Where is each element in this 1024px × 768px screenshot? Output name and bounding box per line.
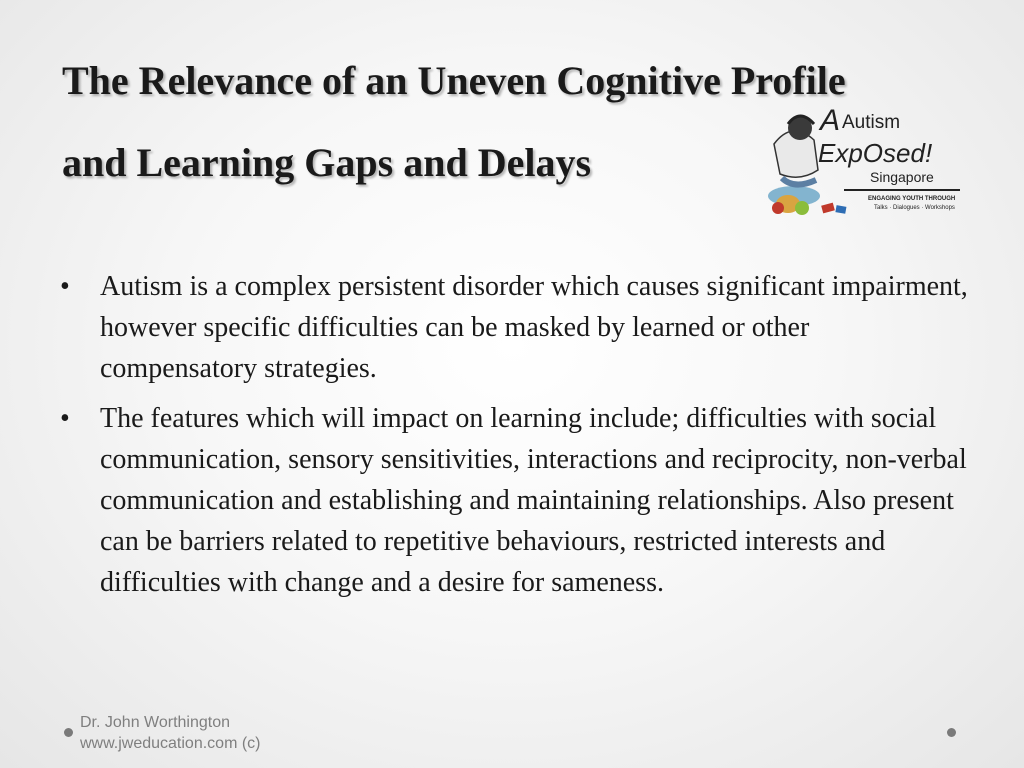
footer-author: Dr. John Worthington: [80, 714, 231, 731]
footer-site: www.jweducation.com (c): [80, 735, 261, 752]
svg-text:A: A: [820, 104, 841, 137]
slide-title-line-1: The Relevance of an Uneven Cognitive Profile: [62, 58, 846, 103]
logo-line-1: Autism: [842, 112, 901, 133]
bullet-list: [60, 266, 970, 612]
footer-right-dot-icon: [947, 728, 956, 737]
bullet-item-2: [60, 398, 970, 603]
logo-subtagline: Talks · Dialogues · Workshops: [874, 205, 955, 211]
bullet-icon: •: [60, 403, 70, 434]
bullet-text-1: Autism is a complex persistent disorder which causes significant impairment, however specific difficulties can be masked by learned or other compensatory strategies.: [100, 271, 968, 384]
slide-title: [62, 40, 846, 204]
footer-left-dot-icon: [64, 728, 73, 737]
slide-title-line-2: and Learning Gaps and Delays: [62, 140, 592, 185]
autism-exposed-logo: [752, 100, 964, 222]
bullet-item-1: [60, 266, 970, 389]
bullet-icon: •: [60, 271, 70, 302]
logo-line-2: ExpOsed!: [818, 138, 933, 168]
logo-tagline: ENGAGING YOUTH THROUGH: [868, 196, 956, 202]
footer: [80, 712, 261, 754]
bullet-text-2: The features which will impact on learning include; difficulties with social communication, sensory sensitivities, interactions and reciprocity, non-verbal communication and establishing and maintaining relationships. Also present can be barriers related to repetitive behaviours, restricted interests and difficulties with change and a desire for sameness.: [100, 403, 967, 598]
logo-line-3: Singapore: [870, 169, 934, 185]
